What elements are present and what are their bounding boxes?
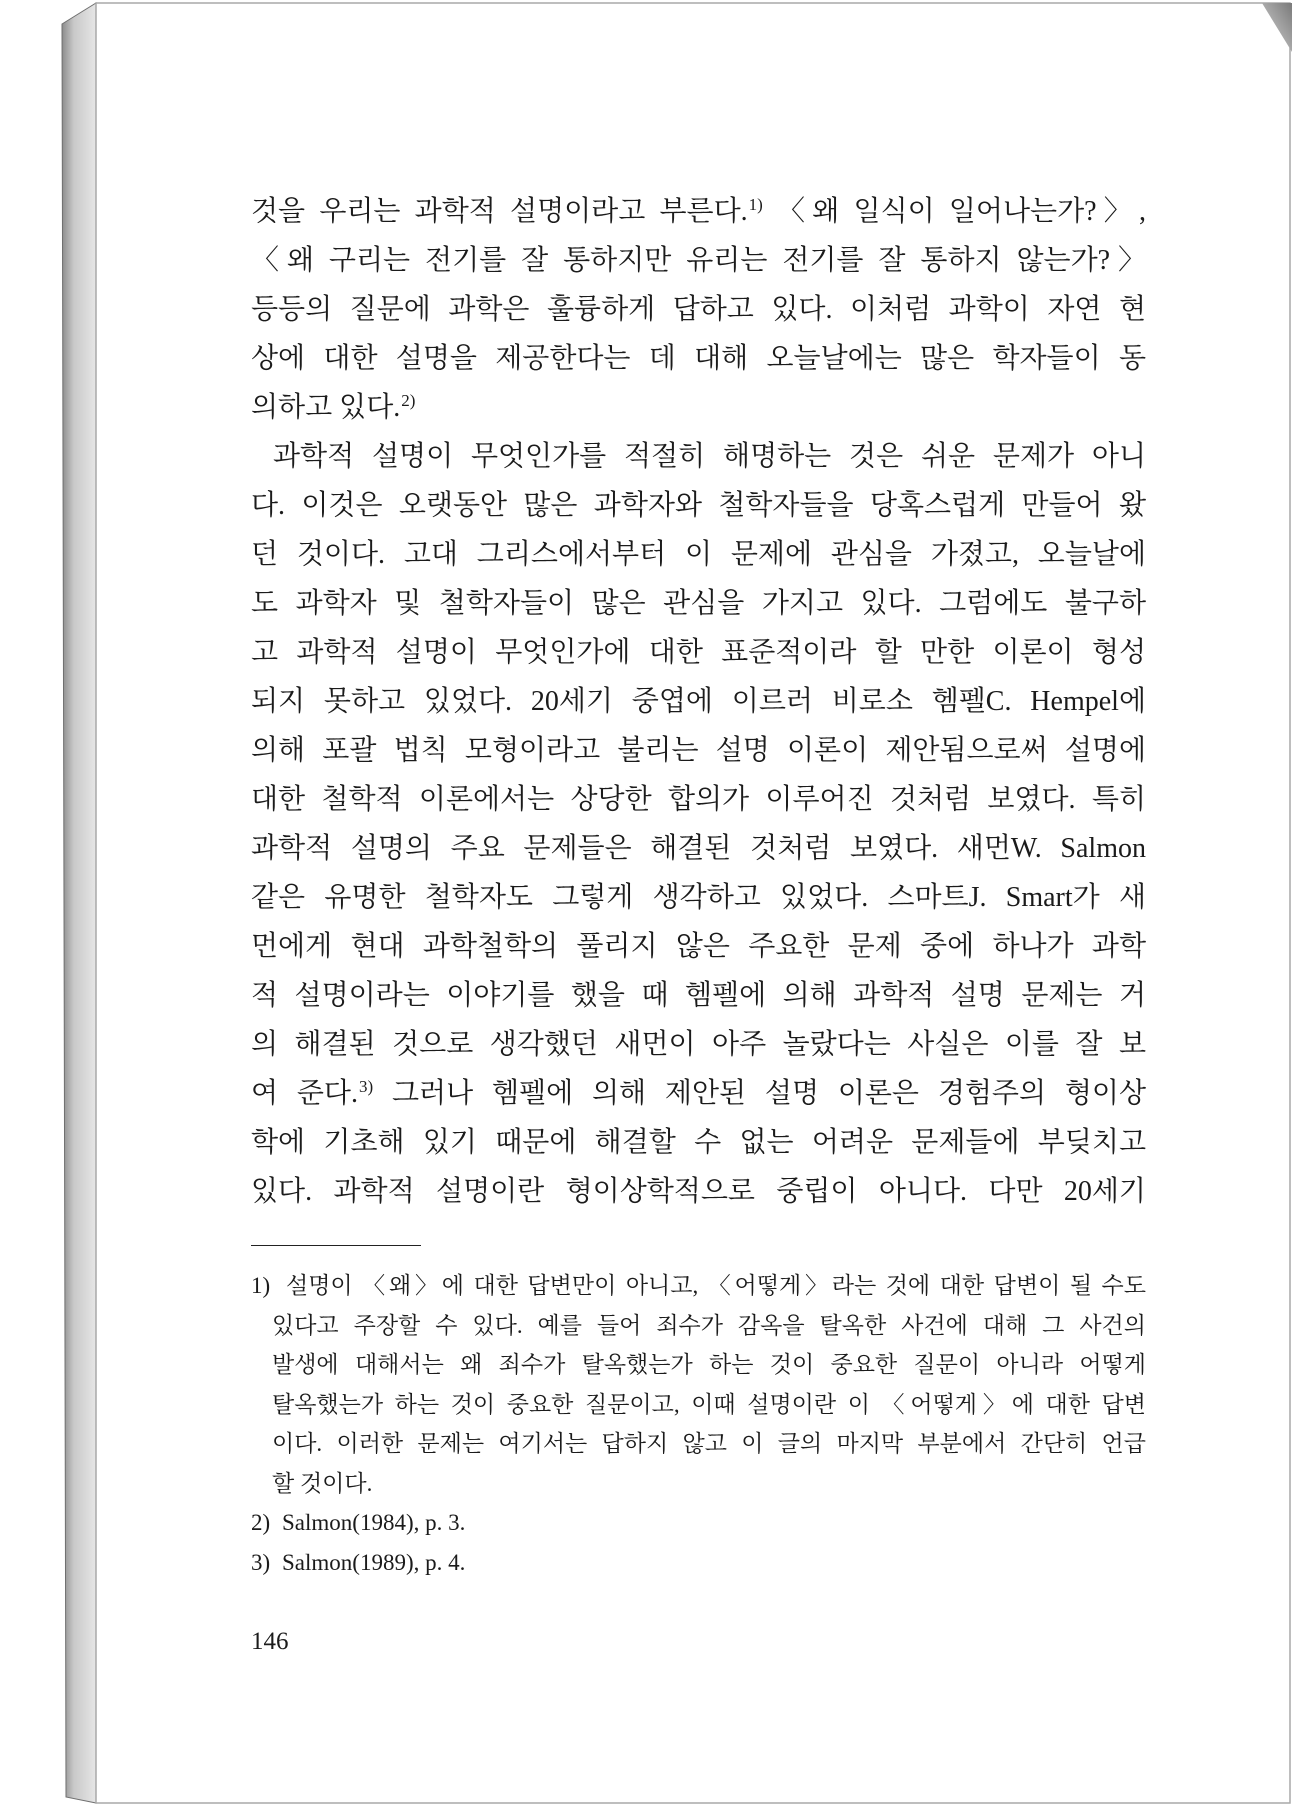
body-line-text: 고 과학적 설명이 무엇인가에 대한 표준적이라 할 만한 이론이 형성 <box>251 637 1146 668</box>
body-line-text: 〈왜 구리는 전기를 잘 통하지만 유리는 전기를 잘 통하지 않는가?〉 <box>251 245 1146 276</box>
body-line <box>251 824 1146 873</box>
book-spine-edge <box>62 3 96 1803</box>
body-line-text: 도 과학자 및 철학자들이 많은 관심을 가지고 있다. 그럼에도 불구하 <box>251 588 1146 619</box>
footnote-text: 설명이 〈왜〉에 대한 답변만이 아니고, 〈어떻게〉라는 것에 대한 답변이 될 수도 <box>286 1273 1146 1298</box>
body-line-text: 〈왜 일식이 일어나는가?〉, <box>762 196 1146 227</box>
footnote-line <box>251 1266 1146 1306</box>
body-line-text: 학에 기초해 있기 때문에 해결할 수 없는 어려운 문제들에 부딪치고 <box>251 1127 1146 1158</box>
footnote-text: 할 것이다. <box>272 1470 373 1496</box>
footnote-reference: 3) <box>359 1077 374 1096</box>
body-line-text: 적 설명이라는 이야기를 했을 때 헴펠에 의해 과학적 설명 문제는 거 <box>251 980 1146 1011</box>
body-line <box>251 530 1146 579</box>
footnote-text: 있다고 주장할 수 있다. 예를 들어 죄수가 감옥을 탈옥한 사건에 대해 그 사건의 <box>272 1312 1146 1338</box>
body-line-text: 같은 유명한 철학자도 그렇게 생각하고 있었다. 스마트J. Smart가 새 <box>251 882 1146 913</box>
body-line-text: 의해 포괄 법칙 모형이라고 불리는 설명 이론이 제안됨으로써 설명에 <box>251 735 1146 766</box>
body-line-text: 등등의 질문에 과학은 훌륭하게 답하고 있다. 이처럼 과학이 자연 현 <box>251 294 1146 325</box>
footnote-text: Salmon(1989), p. 4. <box>282 1549 466 1575</box>
footnote-line <box>251 1345 1146 1385</box>
body-line <box>251 628 1146 677</box>
footnote-line <box>251 1306 1146 1346</box>
footnote-line <box>251 1543 1146 1583</box>
footnote-line <box>251 1503 1146 1543</box>
body-line <box>251 775 1146 824</box>
body-line-text: 과학적 설명의 주요 문제들은 해결된 것처럼 보였다. 새먼W. Salmon <box>251 833 1146 864</box>
footnotes <box>251 1266 1146 1582</box>
body-line <box>251 1069 1146 1118</box>
footnote-reference: 2) <box>401 391 416 410</box>
body-line <box>251 236 1146 285</box>
body-line <box>251 579 1146 628</box>
body-line-text: 다. 이것은 오랫동안 많은 과학자와 철학자들을 당혹스럽게 만들어 왔 <box>251 490 1146 521</box>
body-line <box>251 726 1146 775</box>
body-line <box>251 873 1146 922</box>
body-line-text: 과학적 설명이 무엇인가를 적절히 해명하는 것은 쉬운 문제가 아니 <box>273 441 1146 472</box>
body-line-text: 의 해결된 것으로 생각했던 새먼이 아주 놀랐다는 사실은 이를 잘 보 <box>251 1029 1146 1060</box>
body-line-text: 되지 못하고 있었다. 20세기 중엽에 이르러 비로소 헴펠C. Hempel에 <box>251 686 1146 717</box>
body-line <box>251 481 1146 530</box>
footnote-line <box>251 1424 1146 1464</box>
footnote-separator <box>251 1245 421 1246</box>
body-line-text: 있다. 과학적 설명이란 형이상학적으로 중립이 아니다. 다만 20세기 <box>251 1176 1146 1207</box>
footnote-marker: 3) <box>251 1549 271 1575</box>
body-line-text: 의하고 있다. <box>251 392 401 423</box>
footnote-text: 탈옥했는가 하는 것이 중요한 질문이고, 이때 설명이란 이 〈어떻게〉에 대한 답변 <box>272 1391 1146 1417</box>
body-line <box>251 971 1146 1020</box>
body-line-text: 여 준다. <box>251 1078 358 1109</box>
body-line <box>251 285 1146 334</box>
body-text <box>251 187 1146 1216</box>
body-line <box>251 334 1146 383</box>
footnote-text: Salmon(1984), p. 3. <box>282 1510 466 1535</box>
body-line <box>251 383 1146 432</box>
body-line <box>251 1167 1146 1216</box>
footnote-reference: 1) <box>748 195 763 214</box>
footnote-marker: 2) <box>251 1510 271 1535</box>
body-line <box>251 432 1146 481</box>
body-line-text: 것을 우리는 과학적 설명이라고 부른다. <box>251 196 748 227</box>
footnote-line <box>251 1464 1146 1504</box>
body-line <box>251 677 1146 726</box>
body-line <box>251 922 1146 971</box>
footnote-line <box>251 1385 1146 1425</box>
body-line-text: 먼에게 현대 과학철학의 풀리지 않은 주요한 문제 중에 하나가 과학 <box>251 931 1146 962</box>
body-line-text: 상에 대한 설명을 제공한다는 데 대해 오늘날에는 많은 학자들이 동 <box>251 343 1146 374</box>
body-line-text: 던 것이다. 고대 그리스에서부터 이 문제에 관심을 가졌고, 오늘날에 <box>251 539 1146 570</box>
footnote-text: 이다. 이러한 문제는 여기서는 답하지 않고 이 글의 마지막 부분에서 간단히 언급 <box>272 1431 1146 1456</box>
footnote-marker: 1) <box>251 1273 271 1298</box>
body-line-text: 그러나 헴펠에 의해 제안된 설명 이론은 경험주의 형이상 <box>373 1078 1147 1109</box>
body-line <box>251 1118 1146 1167</box>
body-line <box>251 187 1146 236</box>
body-line <box>251 1020 1146 1069</box>
body-line-text: 대한 철학적 이론에서는 상당한 합의가 이루어진 것처럼 보였다. 특히 <box>251 784 1146 815</box>
footnote-text: 발생에 대해서는 왜 죄수가 탈옥했는가 하는 것이 중요한 질문이 아니라 어떻게 <box>272 1352 1146 1377</box>
page-number: 146 <box>251 1628 289 1655</box>
